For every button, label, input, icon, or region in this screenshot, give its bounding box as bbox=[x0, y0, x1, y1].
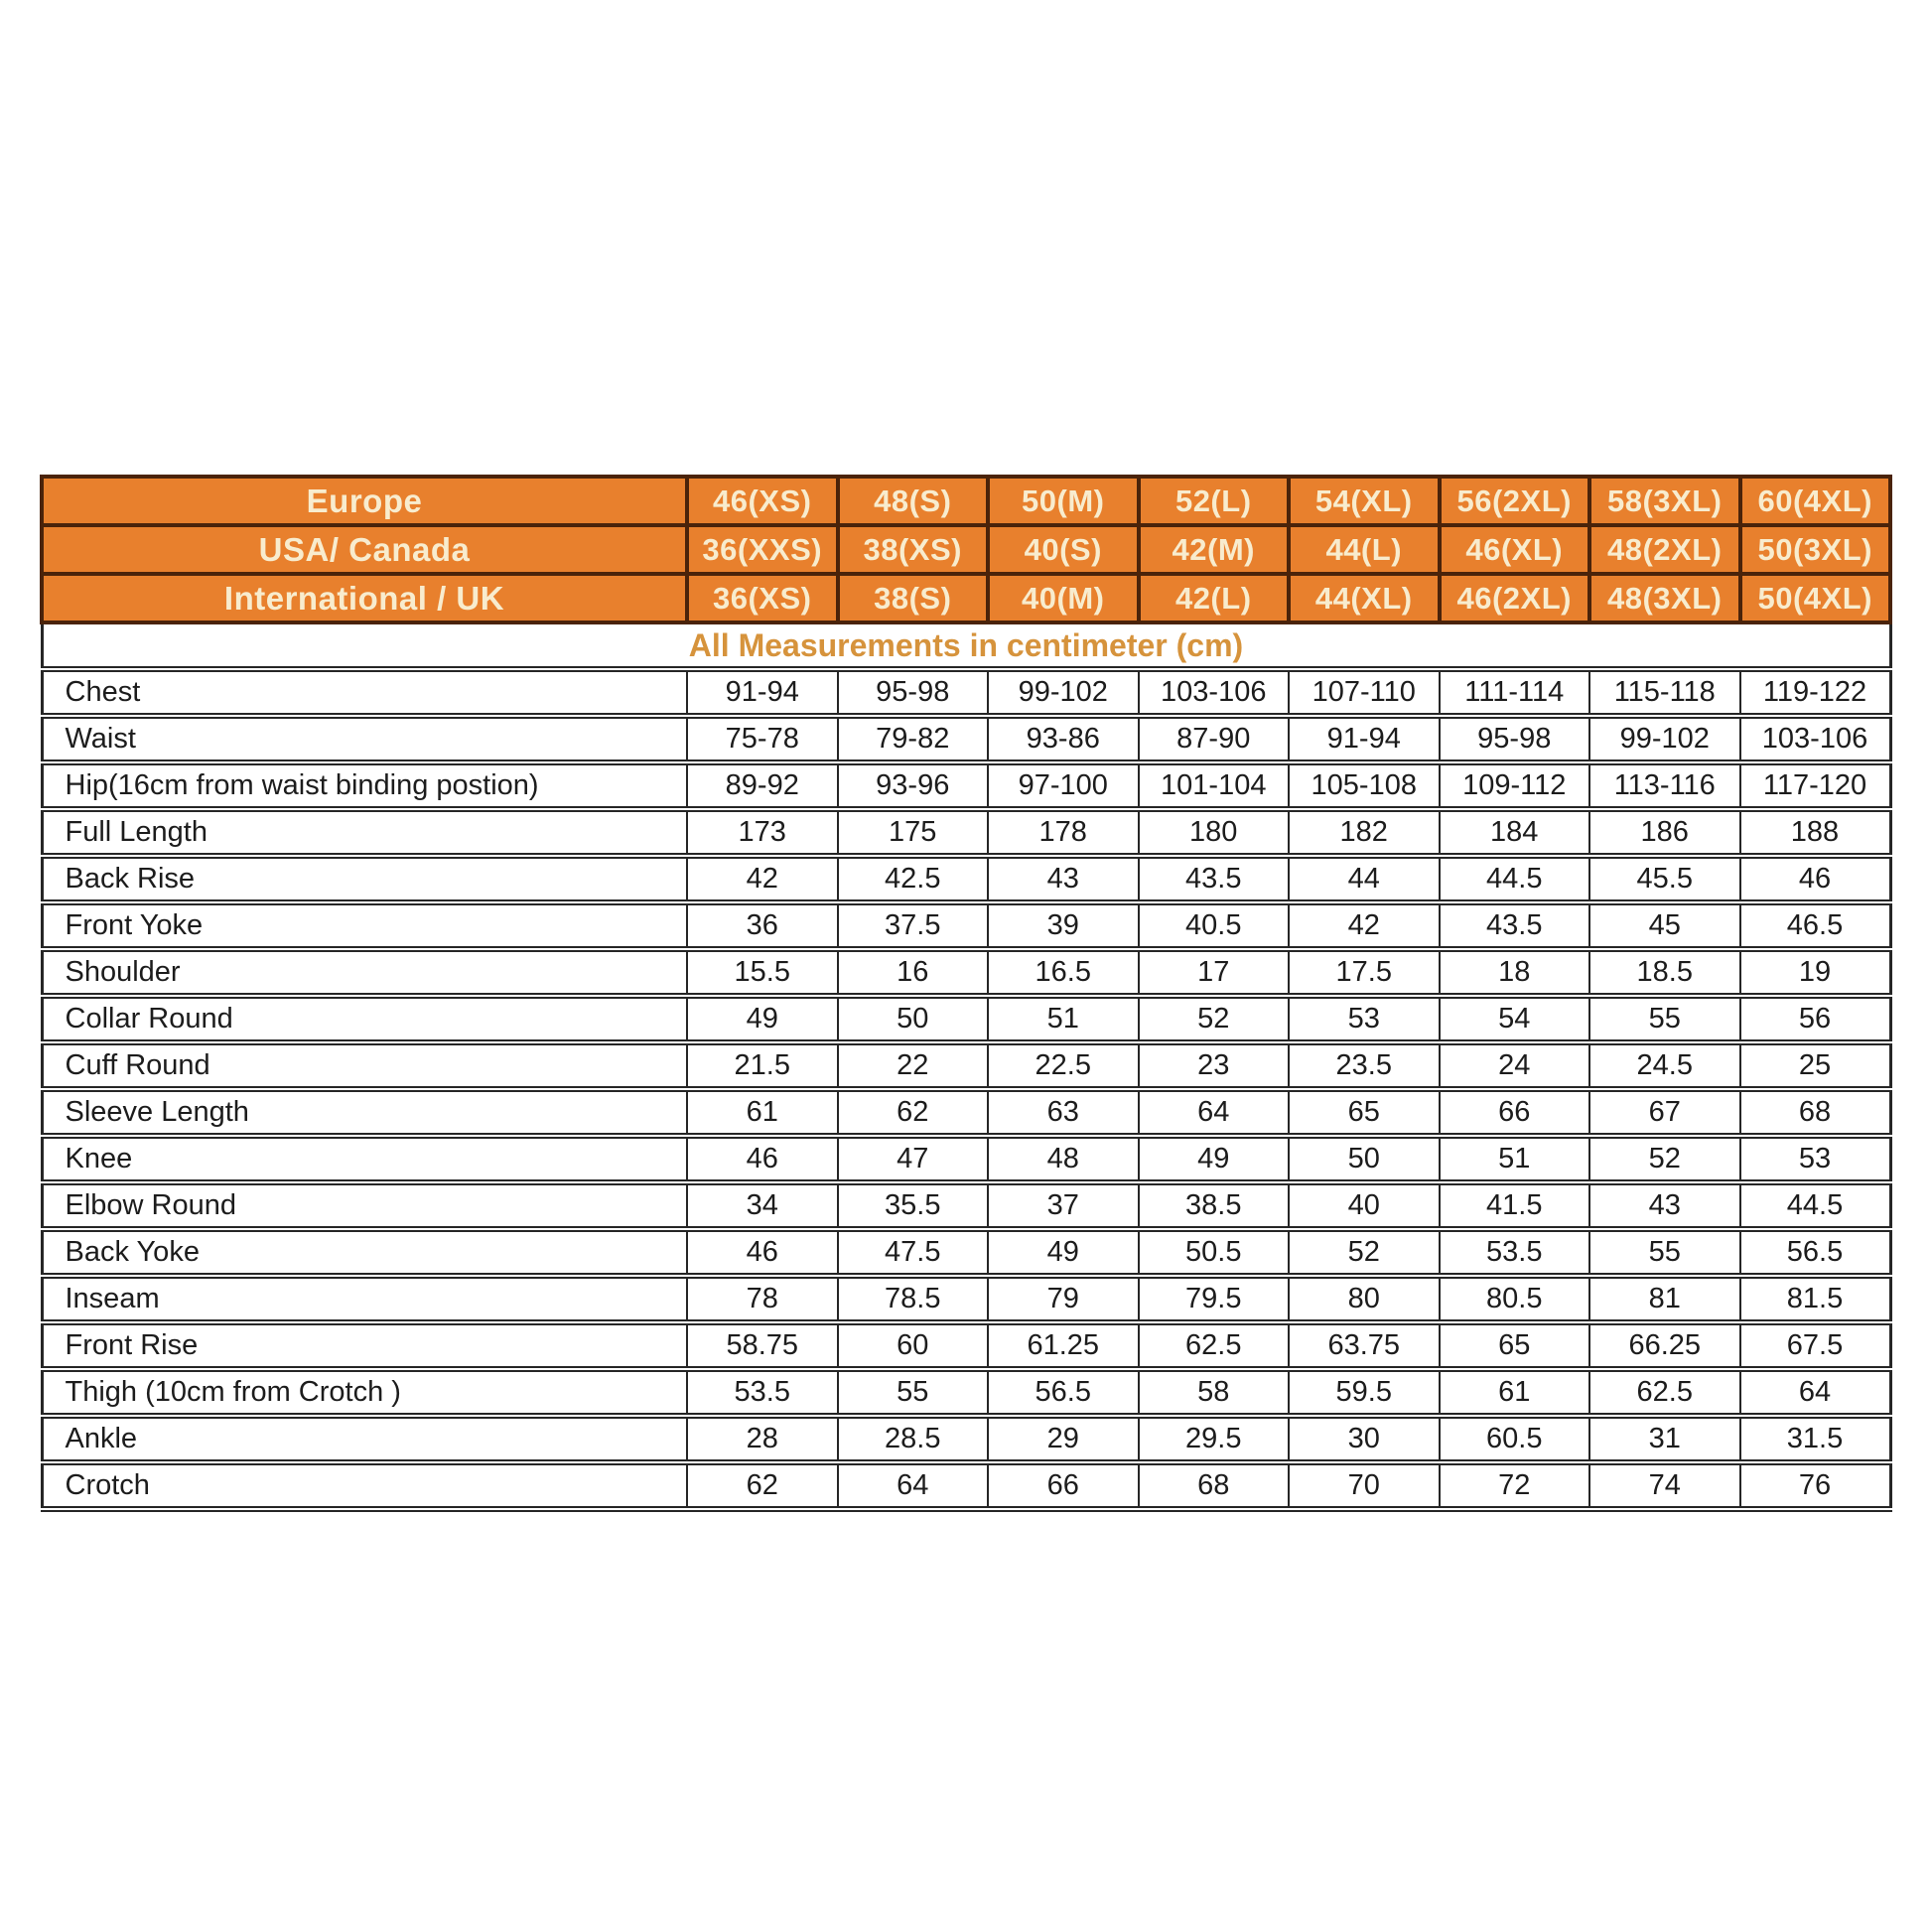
measurement-value: 103-106 bbox=[1139, 669, 1290, 716]
measurement-label: Knee bbox=[42, 1136, 687, 1182]
subtitle-row bbox=[42, 622, 1890, 669]
measurement-value: 58 bbox=[1139, 1369, 1290, 1416]
measurement-value: 42 bbox=[687, 856, 838, 902]
measurement-value: 182 bbox=[1289, 809, 1440, 856]
measurement-value: 72 bbox=[1440, 1462, 1590, 1509]
measurement-value: 173 bbox=[687, 809, 838, 856]
measurement-value: 56.5 bbox=[1740, 1229, 1891, 1276]
measurement-value: 47.5 bbox=[838, 1229, 989, 1276]
size-value: 50(4XL) bbox=[1740, 574, 1891, 622]
measurement-value: 43.5 bbox=[1440, 902, 1590, 949]
measurement-value: 117-120 bbox=[1740, 762, 1891, 809]
measurement-value: 62 bbox=[838, 1089, 989, 1136]
measurement-row bbox=[42, 1136, 1890, 1182]
measurement-value: 68 bbox=[1740, 1089, 1891, 1136]
measurement-value: 52 bbox=[1139, 996, 1290, 1042]
measurement-value: 65 bbox=[1289, 1089, 1440, 1136]
measurement-value: 18 bbox=[1440, 949, 1590, 996]
size-label: USA/ Canada bbox=[42, 525, 687, 574]
measurement-row bbox=[42, 902, 1890, 949]
measurement-value: 56 bbox=[1740, 996, 1891, 1042]
size-value: 40(S) bbox=[988, 525, 1139, 574]
measurements-unit-note: All Measurements in centimeter (cm) bbox=[42, 622, 1890, 669]
measurement-value: 81 bbox=[1589, 1276, 1740, 1322]
size-value: 36(XXS) bbox=[687, 525, 838, 574]
measurement-value: 42 bbox=[1289, 902, 1440, 949]
size-chart-table bbox=[40, 475, 1892, 1512]
measurement-label: Hip(16cm from waist binding postion) bbox=[42, 762, 687, 809]
measurement-label: Full Length bbox=[42, 809, 687, 856]
measurement-value: 119-122 bbox=[1740, 669, 1891, 716]
measurement-label: Shoulder bbox=[42, 949, 687, 996]
measurement-value: 64 bbox=[1740, 1369, 1891, 1416]
measurement-value: 52 bbox=[1589, 1136, 1740, 1182]
measurement-value: 175 bbox=[838, 809, 989, 856]
size-value: 40(M) bbox=[988, 574, 1139, 622]
measurement-value: 59.5 bbox=[1289, 1369, 1440, 1416]
measurement-value: 53.5 bbox=[687, 1369, 838, 1416]
measurement-value: 54 bbox=[1440, 996, 1590, 1042]
measurement-label: Cuff Round bbox=[42, 1042, 687, 1089]
measurement-value: 49 bbox=[1139, 1136, 1290, 1182]
measurement-value: 35.5 bbox=[838, 1182, 989, 1229]
measurement-value: 38.5 bbox=[1139, 1182, 1290, 1229]
measurement-value: 41.5 bbox=[1440, 1182, 1590, 1229]
measurement-value: 91-94 bbox=[687, 669, 838, 716]
measurement-value: 178 bbox=[988, 809, 1139, 856]
size-value: 48(S) bbox=[838, 477, 989, 525]
size-value: 50(3XL) bbox=[1740, 525, 1891, 574]
subtitle-section bbox=[42, 622, 1890, 669]
measurement-value: 43 bbox=[988, 856, 1139, 902]
size-row bbox=[42, 525, 1890, 574]
measurement-value: 103-106 bbox=[1740, 716, 1891, 762]
measurement-row bbox=[42, 809, 1890, 856]
measurement-value: 40.5 bbox=[1139, 902, 1290, 949]
measurement-value: 45.5 bbox=[1589, 856, 1740, 902]
measurement-value: 46.5 bbox=[1740, 902, 1891, 949]
size-value: 46(XS) bbox=[687, 477, 838, 525]
measurement-value: 21.5 bbox=[687, 1042, 838, 1089]
measurement-value: 64 bbox=[838, 1462, 989, 1509]
measurement-value: 109-112 bbox=[1440, 762, 1590, 809]
measurement-label: Chest bbox=[42, 669, 687, 716]
measurement-value: 23.5 bbox=[1289, 1042, 1440, 1089]
measurement-value: 78.5 bbox=[838, 1276, 989, 1322]
measurement-value: 95-98 bbox=[1440, 716, 1590, 762]
size-row bbox=[42, 477, 1890, 525]
measurement-label: Back Yoke bbox=[42, 1229, 687, 1276]
measurement-value: 61 bbox=[1440, 1369, 1590, 1416]
measurement-value: 39 bbox=[988, 902, 1139, 949]
measurement-value: 62 bbox=[687, 1462, 838, 1509]
measurement-value: 24 bbox=[1440, 1042, 1590, 1089]
size-value: 56(2XL) bbox=[1440, 477, 1590, 525]
measurement-section bbox=[42, 669, 1890, 1509]
measurement-value: 62.5 bbox=[1589, 1369, 1740, 1416]
measurement-value: 62.5 bbox=[1139, 1322, 1290, 1369]
measurement-label: Back Rise bbox=[42, 856, 687, 902]
measurement-value: 29.5 bbox=[1139, 1416, 1290, 1462]
measurement-value: 48 bbox=[988, 1136, 1139, 1182]
measurement-label: Waist bbox=[42, 716, 687, 762]
measurement-value: 81.5 bbox=[1740, 1276, 1891, 1322]
measurement-value: 115-118 bbox=[1589, 669, 1740, 716]
measurement-value: 180 bbox=[1139, 809, 1290, 856]
measurement-value: 68 bbox=[1139, 1462, 1290, 1509]
measurement-label: Front Yoke bbox=[42, 902, 687, 949]
measurement-value: 44.5 bbox=[1440, 856, 1590, 902]
measurement-value: 30 bbox=[1289, 1416, 1440, 1462]
measurement-value: 50 bbox=[1289, 1136, 1440, 1182]
measurement-value: 186 bbox=[1589, 809, 1740, 856]
size-value: 36(XS) bbox=[687, 574, 838, 622]
measurement-label: Collar Round bbox=[42, 996, 687, 1042]
size-value: 50(M) bbox=[988, 477, 1139, 525]
measurement-value: 40 bbox=[1289, 1182, 1440, 1229]
measurement-row bbox=[42, 1042, 1890, 1089]
measurement-value: 52 bbox=[1289, 1229, 1440, 1276]
measurement-value: 50 bbox=[838, 996, 989, 1042]
size-value: 48(2XL) bbox=[1589, 525, 1740, 574]
size-row bbox=[42, 574, 1890, 622]
measurement-value: 97-100 bbox=[988, 762, 1139, 809]
measurement-value: 31.5 bbox=[1740, 1416, 1891, 1462]
measurement-value: 99-102 bbox=[1589, 716, 1740, 762]
measurement-value: 51 bbox=[988, 996, 1139, 1042]
measurement-value: 29 bbox=[988, 1416, 1139, 1462]
measurement-label: Ankle bbox=[42, 1416, 687, 1462]
size-value: 46(XL) bbox=[1440, 525, 1590, 574]
measurement-value: 60.5 bbox=[1440, 1416, 1590, 1462]
measurement-row bbox=[42, 1462, 1890, 1509]
size-value: 46(2XL) bbox=[1440, 574, 1590, 622]
measurement-value: 61.25 bbox=[988, 1322, 1139, 1369]
measurement-row bbox=[42, 1276, 1890, 1322]
measurement-label: Inseam bbox=[42, 1276, 687, 1322]
measurement-value: 28 bbox=[687, 1416, 838, 1462]
measurement-value: 22 bbox=[838, 1042, 989, 1089]
measurement-value: 47 bbox=[838, 1136, 989, 1182]
measurement-value: 66 bbox=[1440, 1089, 1590, 1136]
measurement-value: 31 bbox=[1589, 1416, 1740, 1462]
measurement-value: 89-92 bbox=[687, 762, 838, 809]
measurement-value: 53 bbox=[1740, 1136, 1891, 1182]
measurement-value: 64 bbox=[1139, 1089, 1290, 1136]
measurement-row bbox=[42, 716, 1890, 762]
measurement-value: 50.5 bbox=[1139, 1229, 1290, 1276]
measurement-value: 76 bbox=[1740, 1462, 1891, 1509]
measurement-value: 67 bbox=[1589, 1089, 1740, 1136]
size-value: 60(4XL) bbox=[1740, 477, 1891, 525]
measurement-row bbox=[42, 949, 1890, 996]
measurement-value: 55 bbox=[838, 1369, 989, 1416]
measurement-value: 15.5 bbox=[687, 949, 838, 996]
measurement-value: 67.5 bbox=[1740, 1322, 1891, 1369]
measurement-value: 70 bbox=[1289, 1462, 1440, 1509]
size-label: Europe bbox=[42, 477, 687, 525]
measurement-value: 91-94 bbox=[1289, 716, 1440, 762]
measurement-value: 22.5 bbox=[988, 1042, 1139, 1089]
measurement-value: 58.75 bbox=[687, 1322, 838, 1369]
measurement-value: 95-98 bbox=[838, 669, 989, 716]
size-value: 44(L) bbox=[1289, 525, 1440, 574]
measurement-value: 56.5 bbox=[988, 1369, 1139, 1416]
measurement-label: Elbow Round bbox=[42, 1182, 687, 1229]
measurement-value: 42.5 bbox=[838, 856, 989, 902]
measurement-value: 49 bbox=[687, 996, 838, 1042]
measurement-value: 105-108 bbox=[1289, 762, 1440, 809]
measurement-value: 23 bbox=[1139, 1042, 1290, 1089]
measurement-row bbox=[42, 856, 1890, 902]
measurement-value: 18.5 bbox=[1589, 949, 1740, 996]
measurement-value: 43.5 bbox=[1139, 856, 1290, 902]
size-value: 42(M) bbox=[1139, 525, 1290, 574]
measurement-value: 28.5 bbox=[838, 1416, 989, 1462]
measurement-value: 78 bbox=[687, 1276, 838, 1322]
measurement-value: 63 bbox=[988, 1089, 1139, 1136]
measurement-value: 25 bbox=[1740, 1042, 1891, 1089]
measurement-value: 75-78 bbox=[687, 716, 838, 762]
size-value: 58(3XL) bbox=[1589, 477, 1740, 525]
measurement-value: 37 bbox=[988, 1182, 1139, 1229]
measurement-value: 60 bbox=[838, 1322, 989, 1369]
measurement-value: 34 bbox=[687, 1182, 838, 1229]
measurement-row bbox=[42, 762, 1890, 809]
measurement-row bbox=[42, 1182, 1890, 1229]
measurement-value: 44.5 bbox=[1740, 1182, 1891, 1229]
measurement-value: 80.5 bbox=[1440, 1276, 1590, 1322]
measurement-row bbox=[42, 1089, 1890, 1136]
size-value: 38(S) bbox=[838, 574, 989, 622]
measurement-value: 46 bbox=[687, 1136, 838, 1182]
measurement-row bbox=[42, 669, 1890, 716]
measurement-value: 55 bbox=[1589, 996, 1740, 1042]
measurement-value: 19 bbox=[1740, 949, 1891, 996]
measurement-value: 43 bbox=[1589, 1182, 1740, 1229]
measurement-value: 16 bbox=[838, 949, 989, 996]
measurement-value: 184 bbox=[1440, 809, 1590, 856]
measurement-value: 36 bbox=[687, 902, 838, 949]
measurement-value: 61 bbox=[687, 1089, 838, 1136]
size-value: 42(L) bbox=[1139, 574, 1290, 622]
measurement-value: 93-86 bbox=[988, 716, 1139, 762]
measurement-value: 46 bbox=[1740, 856, 1891, 902]
measurement-row bbox=[42, 996, 1890, 1042]
measurement-value: 49 bbox=[988, 1229, 1139, 1276]
measurement-value: 53.5 bbox=[1440, 1229, 1590, 1276]
measurement-value: 87-90 bbox=[1139, 716, 1290, 762]
measurement-value: 80 bbox=[1289, 1276, 1440, 1322]
measurement-value: 107-110 bbox=[1289, 669, 1440, 716]
measurement-label: Front Rise bbox=[42, 1322, 687, 1369]
size-value: 44(XL) bbox=[1289, 574, 1440, 622]
measurement-value: 45 bbox=[1589, 902, 1740, 949]
measurement-value: 93-96 bbox=[838, 762, 989, 809]
measurement-value: 51 bbox=[1440, 1136, 1590, 1182]
measurement-value: 99-102 bbox=[988, 669, 1139, 716]
measurement-value: 79-82 bbox=[838, 716, 989, 762]
measurement-label: Sleeve Length bbox=[42, 1089, 687, 1136]
measurement-value: 101-104 bbox=[1139, 762, 1290, 809]
measurement-label: Crotch bbox=[42, 1462, 687, 1509]
measurement-value: 53 bbox=[1289, 996, 1440, 1042]
measurement-value: 74 bbox=[1589, 1462, 1740, 1509]
measurement-value: 111-114 bbox=[1440, 669, 1590, 716]
measurement-row bbox=[42, 1229, 1890, 1276]
measurement-value: 46 bbox=[687, 1229, 838, 1276]
measurement-value: 44 bbox=[1289, 856, 1440, 902]
size-label: International / UK bbox=[42, 574, 687, 622]
size-value: 52(L) bbox=[1139, 477, 1290, 525]
size-value: 54(XL) bbox=[1289, 477, 1440, 525]
measurement-value: 79 bbox=[988, 1276, 1139, 1322]
measurement-value: 63.75 bbox=[1289, 1322, 1440, 1369]
measurement-value: 17 bbox=[1139, 949, 1290, 996]
measurement-value: 66.25 bbox=[1589, 1322, 1740, 1369]
measurement-value: 66 bbox=[988, 1462, 1139, 1509]
measurement-value: 188 bbox=[1740, 809, 1891, 856]
measurement-row bbox=[42, 1416, 1890, 1462]
measurement-value: 79.5 bbox=[1139, 1276, 1290, 1322]
measurement-value: 24.5 bbox=[1589, 1042, 1740, 1089]
measurement-row bbox=[42, 1322, 1890, 1369]
measurement-label: Thigh (10cm from Crotch ) bbox=[42, 1369, 687, 1416]
measurement-value: 37.5 bbox=[838, 902, 989, 949]
measurement-value: 65 bbox=[1440, 1322, 1590, 1369]
measurement-value: 55 bbox=[1589, 1229, 1740, 1276]
measurement-value: 17.5 bbox=[1289, 949, 1440, 996]
size-value: 38(XS) bbox=[838, 525, 989, 574]
measurement-row bbox=[42, 1369, 1890, 1416]
measurement-value: 113-116 bbox=[1589, 762, 1740, 809]
size-value: 48(3XL) bbox=[1589, 574, 1740, 622]
measurement-value: 16.5 bbox=[988, 949, 1139, 996]
size-header-section bbox=[42, 477, 1890, 622]
